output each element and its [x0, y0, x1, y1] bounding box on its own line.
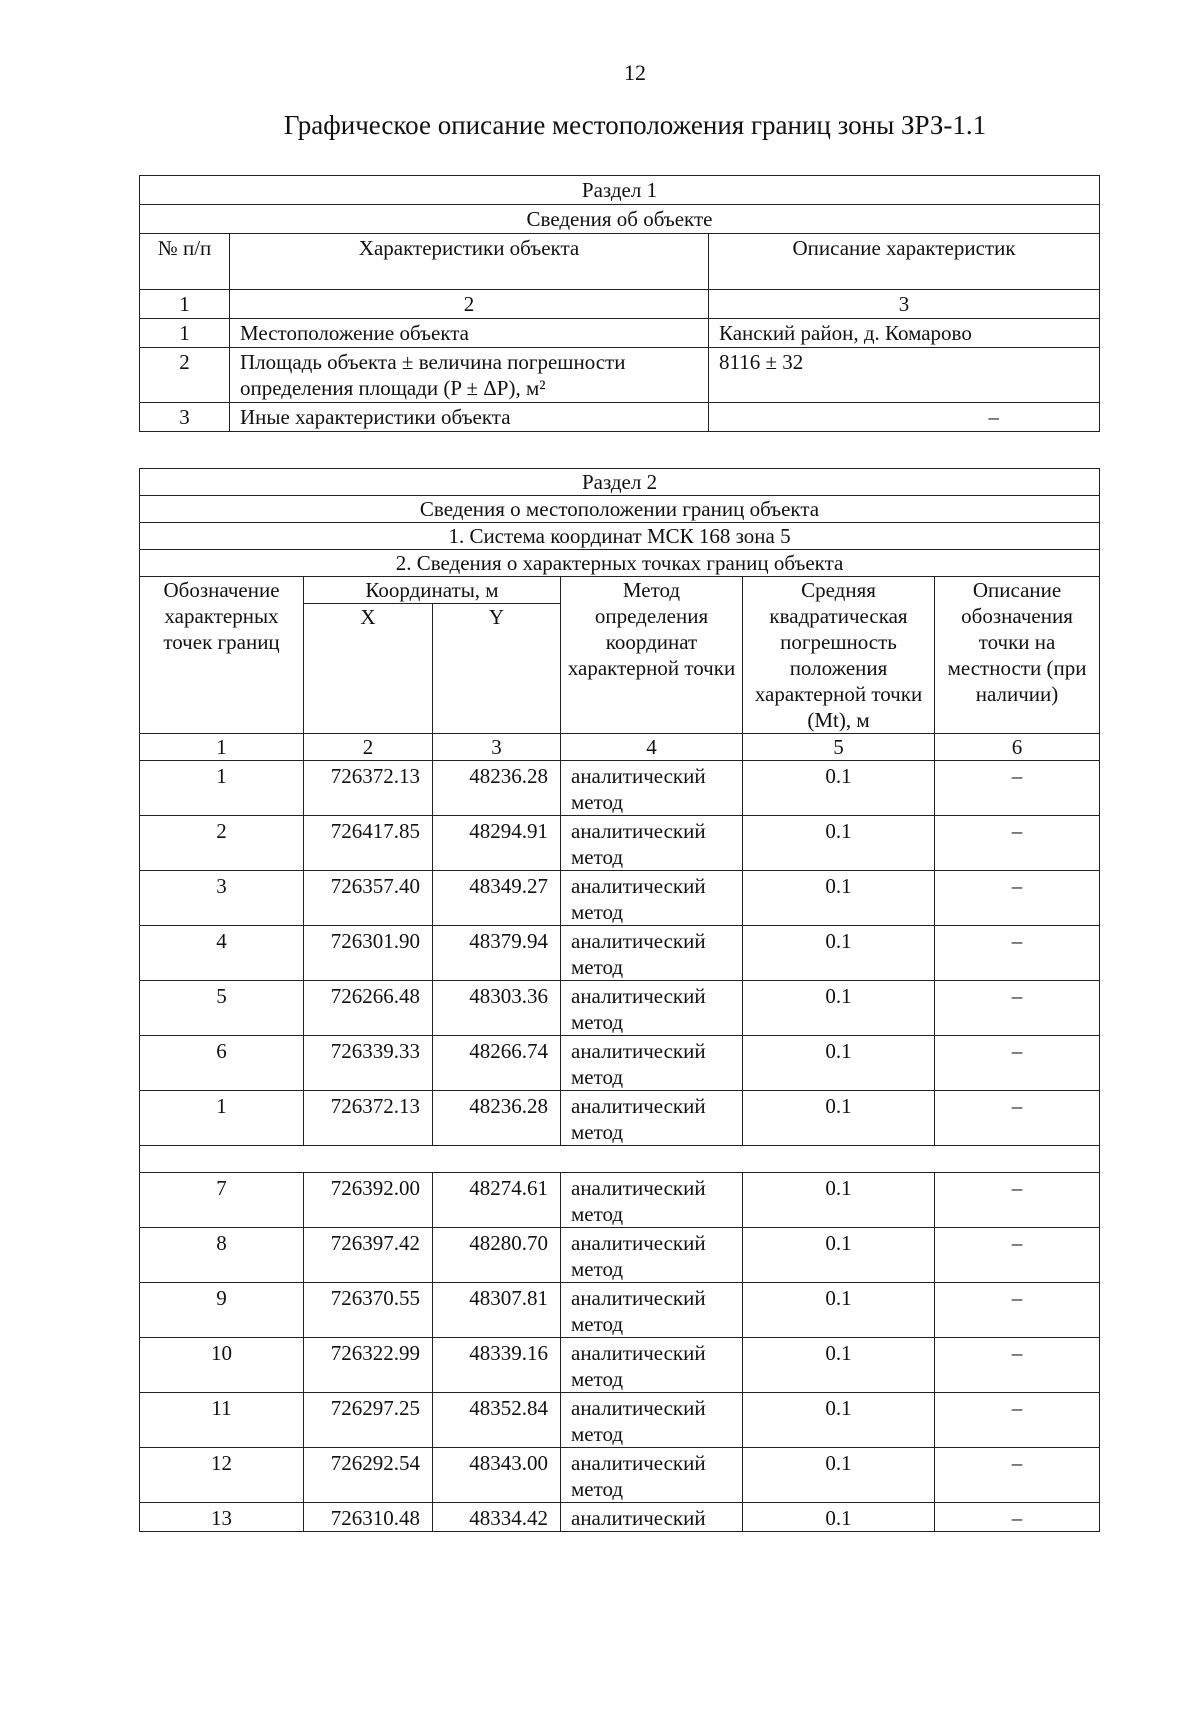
coord-x: 726310.48 [304, 1503, 433, 1532]
header-characteristics: Характеристики объекта [230, 234, 709, 290]
table-row [140, 1228, 1100, 1283]
mean-error: 0.1 [743, 1091, 935, 1146]
table-row [140, 1091, 1100, 1146]
coord-y: 48274.61 [433, 1173, 561, 1228]
point-number: 12 [140, 1448, 304, 1503]
coord-y: 48303.36 [433, 981, 561, 1036]
point-number: 10 [140, 1338, 304, 1393]
col-number-5: 5 [743, 734, 935, 761]
section2-table [139, 468, 1100, 1532]
point-description: – [935, 981, 1100, 1036]
table-row [140, 816, 1100, 871]
coord-x: 726357.40 [304, 871, 433, 926]
table-row [140, 871, 1100, 926]
mean-error: 0.1 [743, 1228, 935, 1283]
coord-y: 48352.84 [433, 1393, 561, 1448]
point-description: – [935, 1173, 1100, 1228]
point-number: 3 [140, 871, 304, 926]
coord-x: 726372.13 [304, 761, 433, 816]
coord-x: 726339.33 [304, 1036, 433, 1091]
point-description: – [935, 1393, 1100, 1448]
method: аналитический метод [561, 1283, 743, 1338]
characteristic-name: Местоположение объекта [230, 319, 709, 348]
table-row [140, 403, 1100, 432]
document-title: Графическое описание местоположения границ зоны ЗРЗ-1.1 [283, 110, 987, 140]
coord-y: 48307.81 [433, 1283, 561, 1338]
table-row [140, 1393, 1100, 1448]
coord-x: 726301.90 [304, 926, 433, 981]
mean-error: 0.1 [743, 816, 935, 871]
coord-x: 726370.55 [304, 1283, 433, 1338]
coord-y: 48236.28 [433, 761, 561, 816]
header-point-description: Описание обозначения точки на местности (при наличии) [935, 577, 1100, 734]
method: аналитический метод [561, 871, 743, 926]
point-description: – [935, 1228, 1100, 1283]
table-row [140, 1448, 1100, 1503]
point-description: – [935, 1283, 1100, 1338]
point-number: 8 [140, 1228, 304, 1283]
col-number-6: 6 [935, 734, 1100, 761]
coord-y: 48339.16 [433, 1338, 561, 1393]
header-method: Метод определения координат характерной точки [561, 577, 743, 734]
mean-error: 0.1 [743, 1393, 935, 1448]
method: аналитический метод [561, 816, 743, 871]
coord-y: 48280.70 [433, 1228, 561, 1283]
mean-error: 0.1 [743, 871, 935, 926]
coord-y: 48294.91 [433, 816, 561, 871]
mean-error: 0.1 [743, 1448, 935, 1503]
mean-error: 0.1 [743, 981, 935, 1036]
section1-subtitle: Сведения об объекте [140, 205, 1100, 234]
section2-subtitle: Сведения о местоположении границ объекта [140, 496, 1100, 523]
point-number: 2 [140, 816, 304, 871]
page-number: 12 [624, 60, 646, 85]
table-row [140, 1503, 1100, 1532]
table-row [140, 319, 1100, 348]
col-number-2: 2 [304, 734, 433, 761]
point-number: 13 [140, 1503, 304, 1532]
method: аналитический [561, 1503, 743, 1532]
point-number: 5 [140, 981, 304, 1036]
header-description: Описание характеристик [709, 234, 1100, 290]
table-row [140, 1036, 1100, 1091]
characteristic-value: – [709, 403, 1100, 432]
col-number-1: 1 [140, 290, 230, 319]
coord-x: 726266.48 [304, 981, 433, 1036]
coord-x: 726372.13 [304, 1091, 433, 1146]
header-designation: Обозначение характерных точек границ [140, 577, 304, 734]
method: аналитический метод [561, 1228, 743, 1283]
header-x: X [304, 604, 433, 734]
table-row [140, 1173, 1100, 1228]
characteristic-name: Иные характеристики объекта [230, 403, 709, 432]
mean-error: 0.1 [743, 1036, 935, 1091]
mean-error: 0.1 [743, 926, 935, 981]
point-description: – [935, 761, 1100, 816]
header-coordinates: Координаты, м [304, 577, 561, 604]
row-number: 1 [140, 319, 230, 348]
method: аналитический метод [561, 761, 743, 816]
point-number: 11 [140, 1393, 304, 1448]
header-y: Y [433, 604, 561, 734]
method: аналитический метод [561, 1036, 743, 1091]
contour-separator [140, 1146, 1100, 1173]
coordinate-system: 1. Система координат МСК 168 зона 5 [140, 523, 1100, 550]
point-number: 9 [140, 1283, 304, 1338]
point-description: – [935, 926, 1100, 981]
mean-error: 0.1 [743, 1503, 935, 1532]
section1-table [139, 175, 1100, 432]
table-row [140, 761, 1100, 816]
col-number-3: 3 [433, 734, 561, 761]
coord-x: 726392.00 [304, 1173, 433, 1228]
coord-y: 48334.42 [433, 1503, 561, 1532]
col-number-3: 3 [709, 290, 1100, 319]
section2-title: Раздел 2 [140, 469, 1100, 496]
method: аналитический метод [561, 1173, 743, 1228]
row-number: 3 [140, 403, 230, 432]
coord-y: 48343.00 [433, 1448, 561, 1503]
header-number: № п/п [140, 234, 230, 290]
method: аналитический метод [561, 1091, 743, 1146]
point-number: 7 [140, 1173, 304, 1228]
point-number: 1 [140, 761, 304, 816]
mean-error: 0.1 [743, 1173, 935, 1228]
method: аналитический метод [561, 1338, 743, 1393]
method: аналитический метод [561, 1448, 743, 1503]
point-description: – [935, 1448, 1100, 1503]
table-row [140, 981, 1100, 1036]
table-row [140, 926, 1100, 981]
characteristic-name: Площадь объекта ± величина погрешности определения площади (P ± ΔP), м² [230, 348, 709, 403]
method: аналитический метод [561, 1393, 743, 1448]
col-number-2: 2 [230, 290, 709, 319]
characteristic-value: Канский район, д. Комарово [709, 319, 1100, 348]
point-number: 4 [140, 926, 304, 981]
point-description: – [935, 1503, 1100, 1532]
point-description: – [935, 1036, 1100, 1091]
coord-x: 726417.85 [304, 816, 433, 871]
method: аналитический метод [561, 926, 743, 981]
coord-x: 726397.42 [304, 1228, 433, 1283]
coord-x: 726297.25 [304, 1393, 433, 1448]
col-number-4: 4 [561, 734, 743, 761]
section1-title: Раздел 1 [140, 176, 1100, 205]
table-row [140, 1283, 1100, 1338]
point-description: – [935, 1091, 1100, 1146]
point-number: 6 [140, 1036, 304, 1091]
point-description: – [935, 1338, 1100, 1393]
method: аналитический метод [561, 981, 743, 1036]
coord-y: 48349.27 [433, 871, 561, 926]
mean-error: 0.1 [743, 1338, 935, 1393]
table-row [140, 348, 1100, 403]
coord-y: 48379.94 [433, 926, 561, 981]
coord-x: 726322.99 [304, 1338, 433, 1393]
header-error: Средняя квадратическая погрешность положения характерной точки (Mt), м [743, 577, 935, 734]
table-row [140, 1338, 1100, 1393]
contour1-rows [140, 761, 1100, 1146]
contour2-rows [140, 1173, 1100, 1532]
points-title: 2. Сведения о характерных точках границ объекта [140, 550, 1100, 577]
point-number: 1 [140, 1091, 304, 1146]
coord-x: 726292.54 [304, 1448, 433, 1503]
col-number-1: 1 [140, 734, 304, 761]
point-description: – [935, 816, 1100, 871]
mean-error: 0.1 [743, 1283, 935, 1338]
row-number: 2 [140, 348, 230, 403]
characteristic-value: 8116 ± 32 [709, 348, 1100, 403]
coord-y: 48236.28 [433, 1091, 561, 1146]
mean-error: 0.1 [743, 761, 935, 816]
point-description: – [935, 871, 1100, 926]
coord-y: 48266.74 [433, 1036, 561, 1091]
